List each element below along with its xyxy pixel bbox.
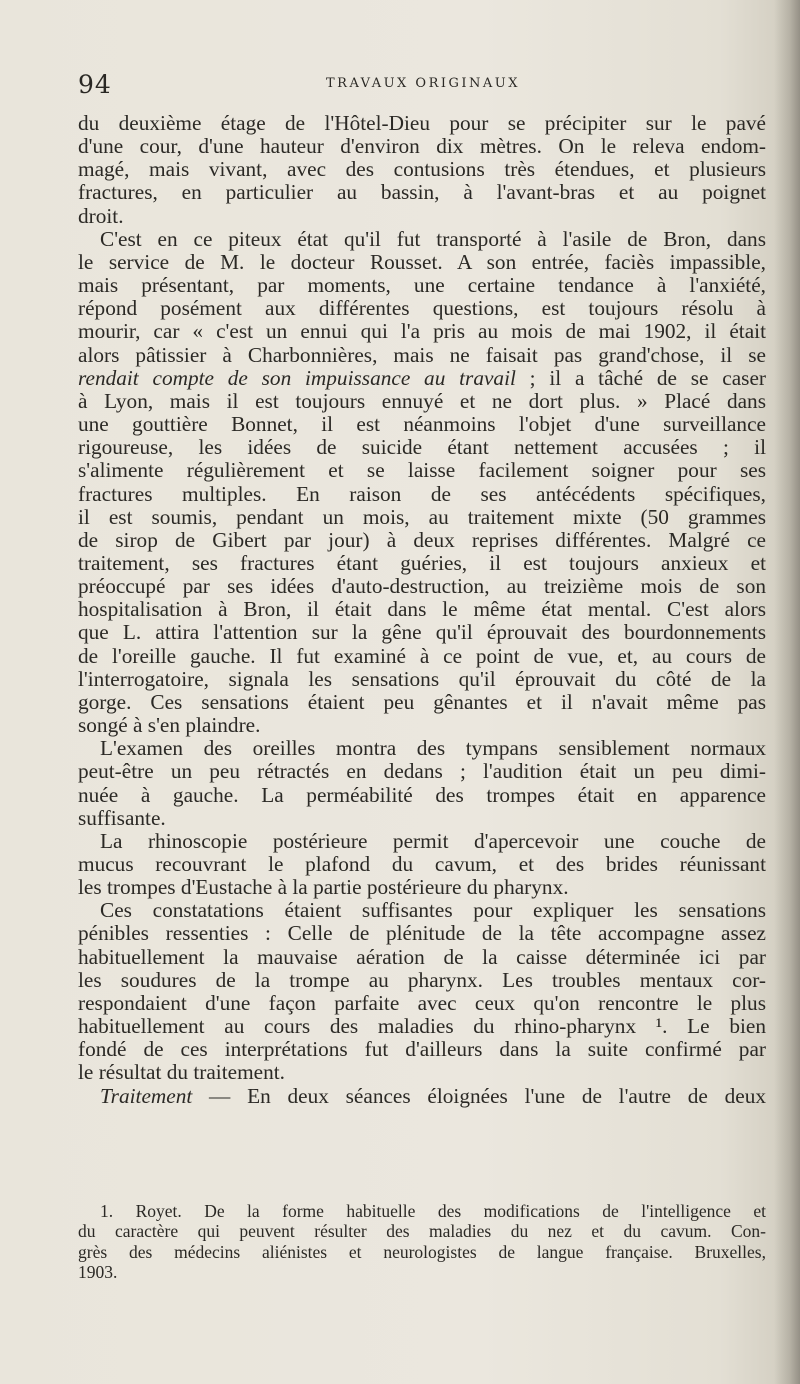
page-header <box>78 70 768 100</box>
body-line: fractures multiples. En raison de ses antécédents spécifiques, <box>78 481 766 506</box>
body-line: pénibles ressenties : Celle de plénitude de la tête accompagne assez <box>78 921 766 946</box>
body-line: suffisante. <box>78 805 166 830</box>
body-text <box>78 112 766 1108</box>
body-italic-text: rendait compte de son impuissance au travail <box>78 365 516 390</box>
body-line: habituellement la mauvaise aération de la caisse déterminée ici par <box>78 944 766 969</box>
body-line: fondé de ces interprétations fut d'ailleurs dans la suite confirmé par <box>78 1037 766 1062</box>
body-line: les trompes d'Eustache à la partie postérieure du pharynx. <box>78 875 569 900</box>
running-title: TRAVAUX ORIGINAUX <box>325 76 520 91</box>
page-number: 94 <box>78 70 112 99</box>
body-line: peut-être un peu rétractés en dedans ; l'audition était un peu dimi- <box>78 759 766 784</box>
body-line: mais présentant, par moments, une certaine tendance à l'anxiété, <box>78 273 766 298</box>
footnote-line: grès des médecins aliénistes et neurologistes de langue française. Bruxelles, <box>78 1241 766 1262</box>
body-line: les soudures de la trompe au pharynx. Les troubles mentaux cor- <box>78 967 766 992</box>
body-line: rigoureuse, les idées de suicide étant nettement accusées ; il <box>78 435 766 460</box>
body-line: alors pâtissier à Charbonnières, mais ne faisait pas grand'chose, il se <box>78 342 766 367</box>
body-line: l'interrogatoire, signala les sensations qu'il éprouvait du côté de la <box>78 666 766 691</box>
footnote-line: 1. Royet. De la forme habituelle des modifications de l'intelligence et <box>100 1201 766 1221</box>
body-line: La rhinoscopie postérieure permit d'apercevoir une couche de <box>100 828 766 853</box>
body-line: le résultat du traitement. <box>78 1060 285 1085</box>
body-line: s'alimente régulièrement et se laisse facilement soigner pour ses <box>78 458 766 483</box>
body-line: répond posément aux différentes questions, est toujours résolu à <box>78 296 766 321</box>
body-line: L'examen des oreilles montra des tympans sensiblement normaux <box>100 736 766 761</box>
body-line: nuée à gauche. La perméabilité des trompes était en apparence <box>78 782 766 807</box>
page-edge-shadow <box>774 0 800 1384</box>
body-line: mourir, car « c'est un ennui qui l'a pris au mois de mai 1902, il était <box>78 319 766 344</box>
body-line: rendait compte de son impuissance au travail ; il a tâché de se caser <box>78 365 766 390</box>
body-line: du deuxième étage de l'Hôtel-Dieu pour se précipiter sur le pavé <box>78 111 766 135</box>
body-line: hospitalisation à Bron, il était dans le même état mental. C'est alors <box>78 597 766 622</box>
body-line: mucus recouvrant le plafond du cavum, et des brides réunissant <box>78 852 766 876</box>
body-line: préoccupé par ses idées d'auto-destruction, au treizième mois de son <box>78 574 766 599</box>
body-line: C'est en ce piteux état qu'il fut transporté à l'asile de Bron, dans <box>100 226 766 251</box>
body-line: songé à s'en plaindre. <box>78 713 261 738</box>
body-line: fractures, en particulier au bassin, à l'avant-bras et au poignet <box>78 180 766 205</box>
body-line: traitement, ses fractures étant guéries, il est toujours anxieux et <box>78 550 766 575</box>
body-line: une gouttière Bonnet, il est néanmoins l'objet d'une surveillance <box>78 412 766 437</box>
body-line: Traitement — En deux séances éloignées l'une de l'autre de deux <box>100 1083 766 1108</box>
body-line: le service de M. le docteur Rousset. A son entrée, faciès impassible, <box>78 249 766 274</box>
body-line: à Lyon, mais il est toujours ennuyé et ne dort plus. » Placé dans <box>78 388 766 413</box>
footnote-line: du caractère qui peuvent résulter des maladies du nez et du cavum. Con- <box>78 1221 766 1242</box>
body-line: de sirop de Gibert par jour) à deux reprises différentes. Malgré ce <box>78 527 766 552</box>
body-line: habituellement au cours des maladies du rhino-pharynx ¹. Le bien <box>78 1014 766 1039</box>
footnote-line: 1903. <box>78 1261 118 1282</box>
footnote <box>78 1201 766 1282</box>
body-line: magé, mais vivant, avec des contusions très étendues, et plusieurs <box>78 157 766 182</box>
body-line: il est soumis, pendant un mois, au traitement mixte (50 grammes <box>78 504 766 529</box>
body-line: d'une cour, d'une hauteur d'environ dix mètres. On le releva endom- <box>78 134 766 159</box>
body-line: que L. attira l'attention sur la gêne qu'il éprouvait des bourdonnements <box>78 620 766 645</box>
body-line: respondaient d'une façon parfaite avec ceux qu'on rencontre le plus <box>78 990 766 1015</box>
body-line: gorge. Ces sensations étaient peu gênantes et il n'avait même pas <box>78 689 766 714</box>
body-line: Ces constatations étaient suffisantes pour expliquer les sensations <box>100 898 766 923</box>
body-line: de l'oreille gauche. Il fut examiné à ce point de vue, et, au cours de <box>78 643 766 668</box>
body-italic-text: Traitement <box>100 1083 193 1108</box>
body-line: droit. <box>78 203 124 228</box>
